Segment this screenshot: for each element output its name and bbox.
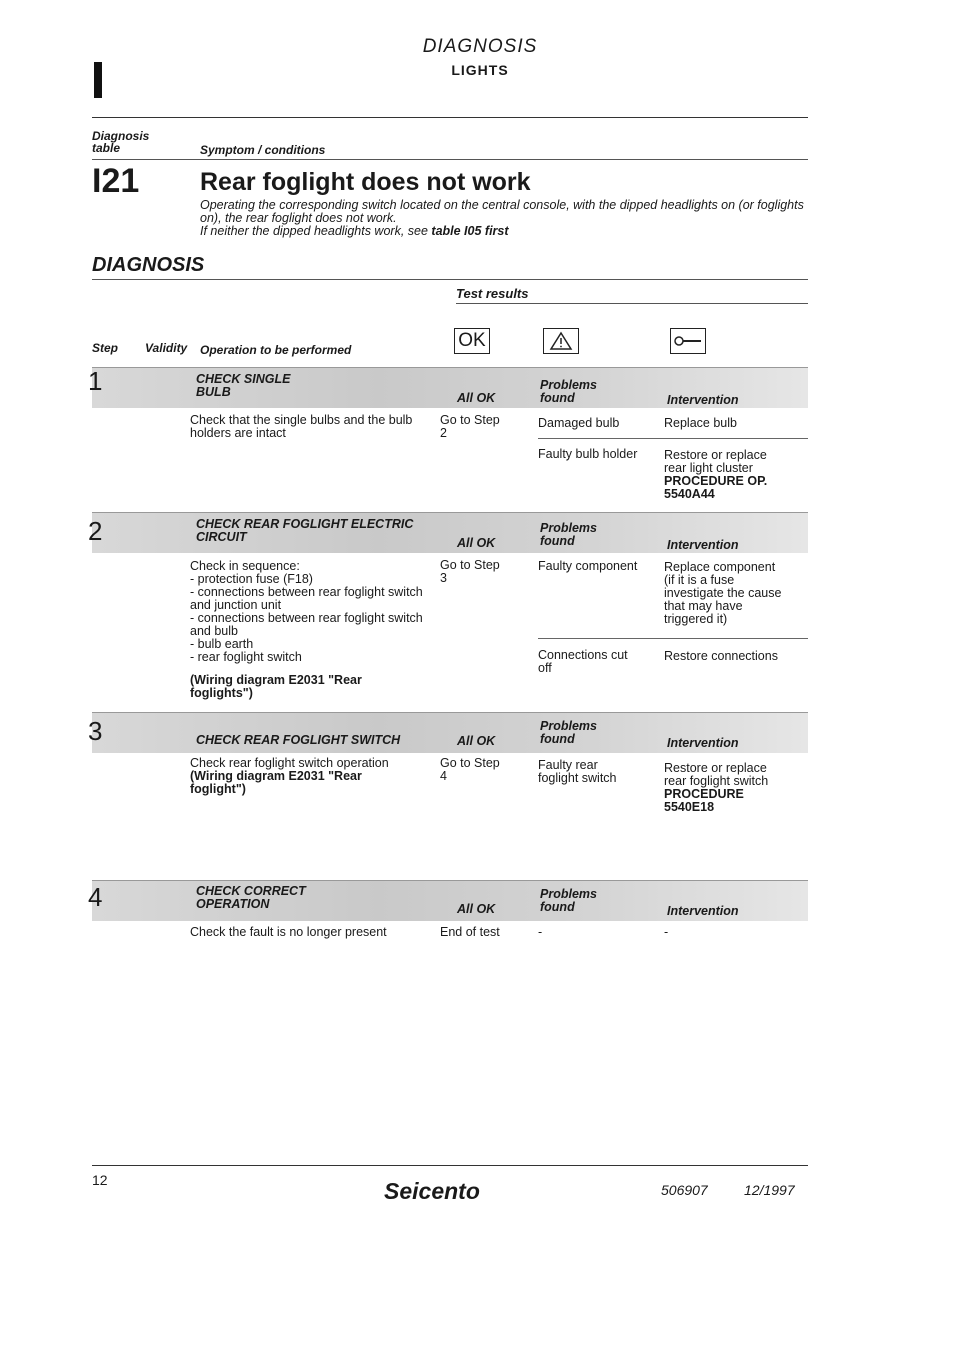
step-2-problem-1: Faulty component bbox=[538, 559, 638, 573]
diagnosis-code: I21 bbox=[92, 162, 140, 200]
step-3-ok-result bbox=[440, 757, 500, 783]
validity-label: Validity bbox=[145, 341, 188, 355]
symptom-description-text: Operating the corresponding switch located on the central console, with the dipped headlights on (or foglights on), the rear foglight does not work. bbox=[200, 198, 804, 225]
step-1-row-divider bbox=[538, 438, 808, 439]
step-1-intervention-label: Intervention bbox=[667, 393, 739, 407]
footer-rule bbox=[92, 1165, 808, 1166]
step-1-problems-label: Problems found bbox=[540, 378, 597, 405]
step-3-problem-1: Faulty rear foglight switch bbox=[538, 758, 617, 785]
document-reference: 506907 bbox=[661, 1182, 708, 1198]
symptom-label: Symptom / conditions bbox=[200, 143, 326, 157]
step-2-problem-2: Connections cut off bbox=[538, 648, 628, 675]
step-3-number: 3 bbox=[88, 716, 103, 746]
step-3-problems-label: Problems found bbox=[540, 719, 597, 746]
step-2-intervention-label: Intervention bbox=[667, 538, 739, 552]
step-4-all-ok-label: All OK bbox=[457, 902, 496, 916]
step-2-problems-label: Problems found bbox=[540, 521, 597, 548]
warning-triangle-icon bbox=[543, 328, 579, 354]
symptom-description bbox=[200, 199, 820, 238]
step-2-all-ok-label: All OK bbox=[457, 536, 496, 550]
step-2-title: CHECK REAR FOGLIGHT ELECTRIC CIRCUIT bbox=[196, 517, 414, 544]
step-3-all-ok-label: All OK bbox=[457, 734, 496, 748]
step-2-number: 2 bbox=[88, 516, 103, 546]
diagnosis-table-label: Diagnosis table bbox=[92, 129, 150, 155]
page-subtitle: LIGHTS bbox=[451, 62, 509, 78]
step-3-title: CHECK REAR FOGLIGHT SWITCH bbox=[196, 733, 401, 747]
step-4-intervention-1: - bbox=[664, 925, 669, 939]
step-4-ok-result: End of test bbox=[440, 925, 500, 939]
step-2-ok-result bbox=[440, 559, 500, 585]
ok-icon bbox=[454, 328, 490, 354]
test-results-rule bbox=[456, 303, 808, 304]
step-2-ok-text: Go to Step 3 bbox=[440, 558, 500, 585]
step-1-intervention-1: Replace bulb bbox=[664, 416, 737, 430]
step-2-intervention-1: Replace component (if it is a fuse investigate the cause that may have triggered it) bbox=[664, 560, 782, 626]
step-1-operation: Check that the single bulbs and the bulb holders are intact bbox=[190, 413, 413, 440]
step-1-intervention-2: Restore or replace rear light cluster bbox=[664, 448, 767, 475]
step-1-number: 1 bbox=[88, 366, 103, 396]
symptom-title: Rear foglight does not work bbox=[200, 168, 531, 196]
page-title: DIAGNOSIS bbox=[422, 36, 538, 57]
step-4-number: 4 bbox=[88, 882, 103, 912]
wrench-icon bbox=[670, 328, 706, 354]
step-2-intervention-2: Restore connections bbox=[664, 649, 778, 663]
step-2-operation: Check in sequence: - protection fuse (F18) - connections between rear foglight switch and junction unit - connections between rear foglight switch and bulb - bulb earth - rear foglight switch bbox=[190, 559, 423, 664]
header-rule bbox=[92, 117, 808, 118]
step-4-title: CHECK CORRECT OPERATION bbox=[196, 884, 306, 911]
symptom-rule bbox=[92, 159, 808, 160]
operation-label: Operation to be performed bbox=[200, 343, 352, 357]
step-1-problem-1: Damaged bulb bbox=[538, 416, 620, 430]
step-label: Step bbox=[92, 341, 119, 355]
step-1-problem-2: Faulty bulb holder bbox=[538, 447, 638, 461]
brand-logo: Seicento bbox=[384, 1178, 480, 1204]
step-1-ok-text: Go to Step 2 bbox=[440, 413, 500, 440]
step-3-intervention-1: Restore or replace rear foglight switch bbox=[664, 761, 769, 788]
step-2-row-divider bbox=[538, 638, 808, 639]
step-4-problems-label: Problems found bbox=[540, 887, 597, 914]
step-4-operation: Check the fault is no longer present bbox=[190, 925, 387, 939]
step-3-operation: Check rear foglight switch operation bbox=[190, 756, 389, 770]
diagnosis-rule bbox=[92, 279, 808, 280]
symptom-note-ref: table I05 first bbox=[431, 224, 509, 238]
step-3-wiring-diagram: (Wiring diagram E2031 "Rear foglight") bbox=[190, 769, 362, 796]
step-1-title: CHECK SINGLE BULB bbox=[196, 372, 291, 399]
step-1-all-ok-label: All OK bbox=[457, 391, 496, 405]
page-number: 12 bbox=[92, 1172, 108, 1188]
ok-icon-text: OK bbox=[458, 330, 486, 351]
diagnosis-section-title: DIAGNOSIS bbox=[92, 254, 205, 276]
step-4-problem-1: - bbox=[538, 925, 543, 939]
step-1-ok-result bbox=[440, 414, 500, 440]
test-results-label: Test results bbox=[456, 286, 529, 301]
step-1-procedure: PROCEDURE OP. 5540A44 bbox=[664, 474, 768, 501]
symptom-note: If neither the dipped headlights work, see bbox=[200, 224, 432, 238]
step-4-intervention-label: Intervention bbox=[667, 904, 739, 918]
step-3-ok-text: Go to Step 4 bbox=[440, 756, 500, 783]
step-3-intervention-label: Intervention bbox=[667, 736, 739, 750]
step-3-procedure: PROCEDURE 5540E18 bbox=[664, 787, 744, 814]
step-2-wiring-diagram: (Wiring diagram E2031 "Rear foglights") bbox=[190, 673, 362, 700]
document-date: 12/1997 bbox=[744, 1182, 795, 1198]
